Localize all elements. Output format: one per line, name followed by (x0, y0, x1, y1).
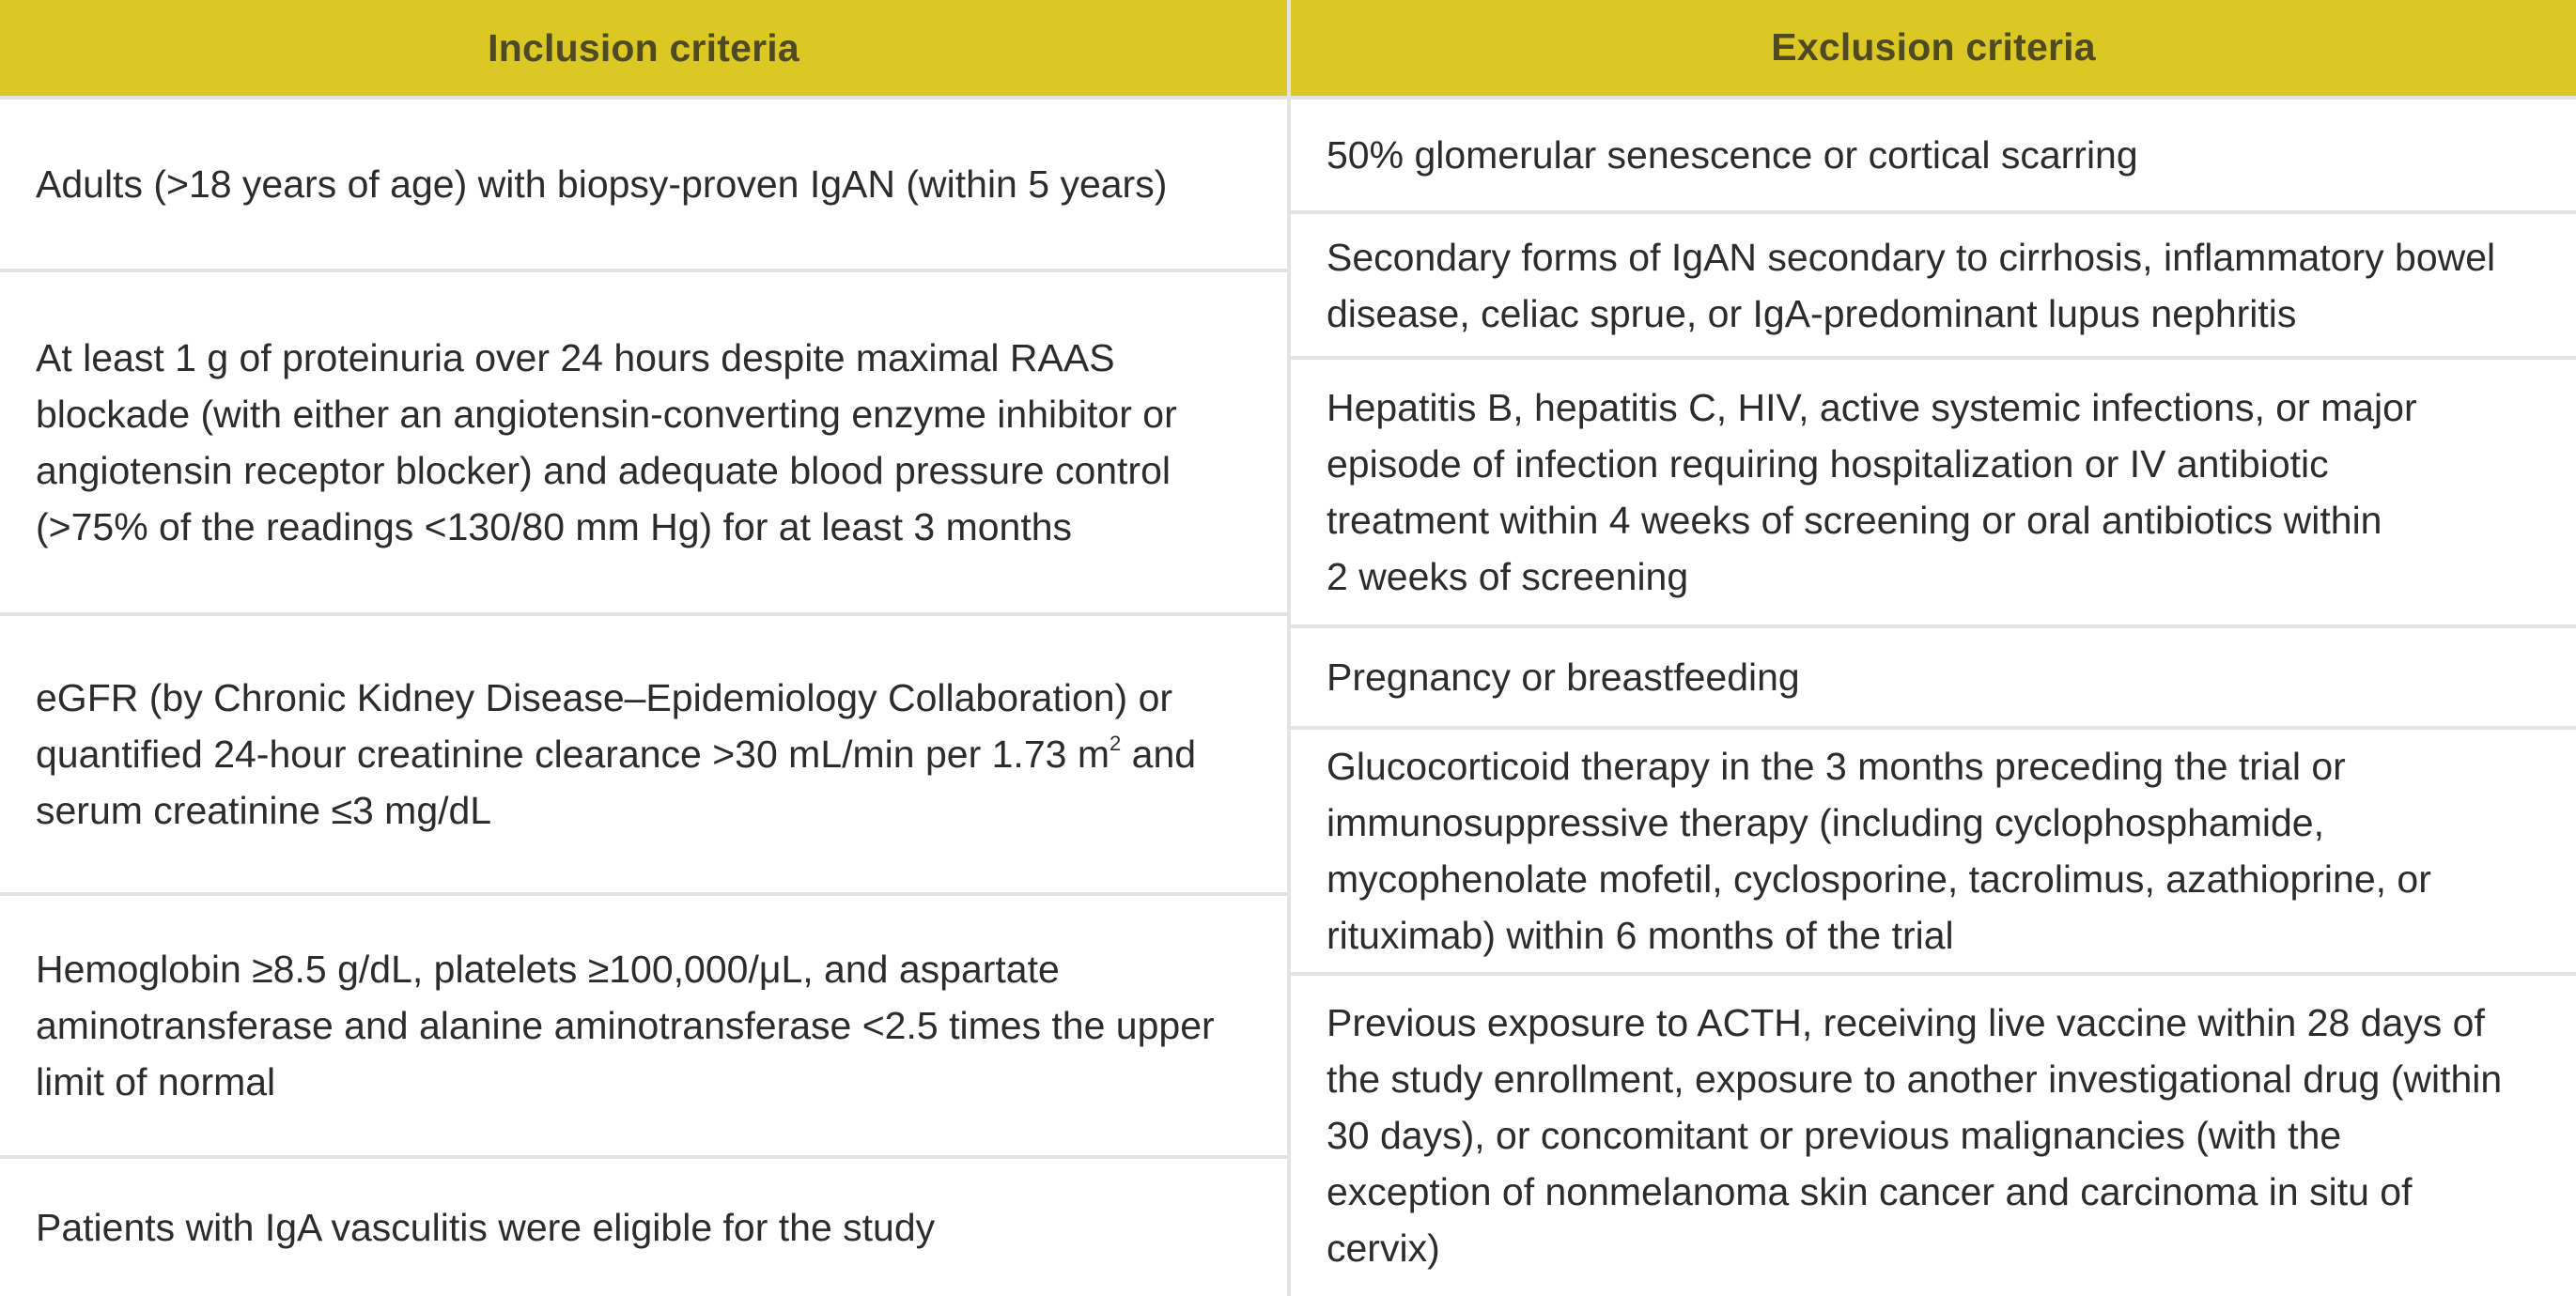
cell-text (1327, 995, 2502, 1276)
cell-text (1327, 649, 1800, 705)
exclusion-row (1291, 976, 2576, 1296)
cell-text (1327, 229, 2495, 342)
cell-line: Pregnancy or breastfeeding (1327, 655, 1800, 699)
cell-line: At least 1 g of proteinuria over 24 hours despite maximal RAAS (36, 336, 1115, 379)
cell-line: 2 weeks of screening (1327, 555, 1689, 599)
cell-line: Patients with IgA vasculitis were eligible for the study (36, 1206, 936, 1249)
cell-text (1327, 379, 2417, 605)
cell-line: cervix) (1327, 1227, 1440, 1271)
inclusion-row (0, 272, 1287, 612)
cell-text (36, 330, 1177, 555)
exclusion-row (1291, 360, 2576, 625)
inclusion-column (0, 0, 1287, 1296)
inclusion-row (0, 1159, 1287, 1296)
cell-line: Adults (>18 years of age) with biopsy-proven IgAN (within 5 years) (36, 162, 1168, 206)
cell-line: exception of nonmelanoma skin cancer and carcinoma in situ of (1327, 1170, 2413, 1214)
cell-line: Hemoglobin ≥8.5 g/dL, platelets ≥100,000/μL, and aspartate (36, 948, 1060, 991)
cell-line: serum creatinine ≤3 mg/dL (36, 789, 492, 832)
cell-line: rituximab) within 6 months of the trial (1327, 913, 1954, 957)
cell-line: disease, celiac sprue, or IgA-predominant lupus nephritis (1327, 291, 2297, 335)
cell-text (36, 670, 1196, 839)
cell-line: Glucocorticoid therapy in the 3 months preceding the trial or (1327, 744, 2346, 788)
cell-line (36, 726, 1196, 782)
cell-line: mycophenolate mofetil, cyclosporine, tacrolimus, azathioprine, or (1327, 856, 2431, 901)
cell-line-part: quantified 24-hour creatinine clearance >30 mL/min per 1.73 m (36, 733, 1110, 776)
cell-line-part: and (1131, 733, 1197, 776)
exclusion-row (1291, 628, 2576, 726)
cell-line: episode of infection requiring hospitalization or IV antibiotic (1327, 442, 2329, 486)
cell-line: Secondary forms of IgAN secondary to cirrhosis, inflammatory bowel (1327, 235, 2496, 279)
exclusion-column (1291, 0, 2576, 1296)
exclusion-header: Exclusion criteria (1291, 0, 2576, 96)
cell-line: (>75% of the readings <130/80 mm Hg) for at least 3 months (36, 505, 1073, 548)
exclusion-row (1291, 100, 2576, 210)
cell-line: aminotransferase and alanine aminotransferase <2.5 times the upper (36, 1004, 1215, 1047)
cell-text (36, 156, 1167, 212)
cell-line: 50% glomerular senescence or cortical scarring (1327, 132, 2138, 177)
cell-text (1327, 738, 2431, 964)
cell-text (36, 1199, 935, 1256)
exclusion-row (1291, 214, 2576, 357)
cell-line: 30 days), or concomitant or previous malignancies (with the (1327, 1114, 2342, 1158)
inclusion-row (0, 616, 1287, 892)
exclusion-row (1291, 730, 2576, 972)
cell-line: limit of normal (36, 1060, 276, 1103)
cell-text (36, 941, 1215, 1110)
cell-line: treatment within 4 weeks of screening or oral antibiotics within (1327, 499, 2382, 543)
cell-line: angiotensin receptor blocker) and adequate blood pressure control (36, 449, 1171, 492)
cell-line: blockade (with either an angiotensin-converting enzyme inhibitor or (36, 393, 1177, 436)
cell-line: immunosuppressive therapy (including cyclophosphamide, (1327, 800, 2324, 844)
cell-line: eGFR (by Chronic Kidney Disease–Epidemiology Collaboration) or (36, 676, 1173, 719)
cell-line: Hepatitis B, hepatitis C, HIV, active systemic infections, or major (1327, 386, 2417, 430)
cell-line: Previous exposure to ACTH, receiving live vaccine within 28 days of (1327, 1001, 2485, 1045)
inclusion-header: Inclusion criteria (0, 0, 1287, 96)
inclusion-row (0, 896, 1287, 1155)
cell-text (1327, 127, 2138, 183)
cell-line: the study enrollment, exposure to another investigational drug (within (1327, 1057, 2503, 1102)
inclusion-row (0, 100, 1287, 269)
superscript: 2 (1109, 732, 1122, 755)
